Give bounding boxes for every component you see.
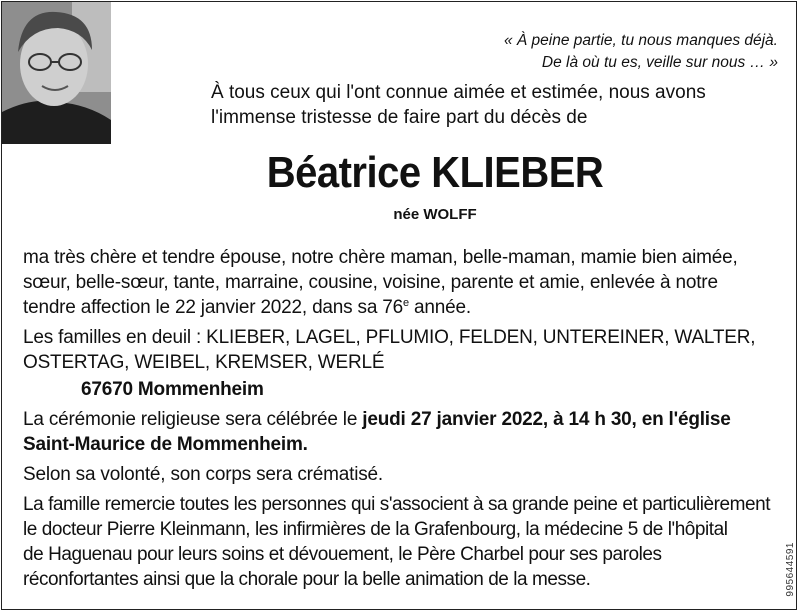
intro-line-2: l'immense tristesse de faire part du décès de bbox=[211, 107, 588, 128]
cremation-line: Selon sa volonté, son corps sera crématisé. bbox=[23, 464, 383, 485]
relationship-line-3 bbox=[23, 295, 783, 320]
epitaph-quote bbox=[504, 30, 778, 74]
quote-line-2: De là où tu es, veille sur nous … » bbox=[541, 54, 778, 71]
families-paragraph bbox=[23, 325, 783, 375]
reference-number: 995644591 bbox=[785, 542, 796, 597]
thanks-line-4: réconfortantes ainsi que la chorale pour la belle animation de la messe. bbox=[23, 569, 591, 590]
ceremony-line-1 bbox=[23, 407, 783, 432]
families-line-1: Les familles en deuil : KLIEBER, LAGEL, PFLUMIO, FELDEN, UNTEREINER, WALTER, bbox=[23, 327, 756, 348]
relationship-line-3-text: tendre affection le 22 janvier 2022, dans sa 76 bbox=[23, 297, 404, 318]
relationship-line-2: sœur, belle-sœur, tante, marraine, cousine, voisine, parente et amie, enlevée à notre bbox=[23, 272, 718, 293]
thanks-line-1: La famille remercie toutes les personnes qui s'associent à sa grande peine et particulièrement bbox=[23, 494, 771, 515]
relationship-line-3-end: année. bbox=[408, 297, 471, 318]
deceased-name: Béatrice KLIEBER bbox=[266, 149, 604, 197]
intro-line-1: À tous ceux qui l'ont connue aimée et estimée, nous avons bbox=[211, 82, 706, 103]
thanks-line-3: de Haguenau pour leurs soins et dévouement, le Père Charbel pour ses paroles bbox=[23, 544, 662, 565]
relationship-line-1: ma très chère et tendre épouse, notre chère maman, belle-maman, mamie bien aimée, bbox=[23, 247, 738, 268]
thanks-line-2: le docteur Pierre Kleinmann, les infirmières de la Grafenbourg, la médecine 5 de l'hôpital bbox=[23, 519, 728, 540]
ordinal-suffix: e bbox=[403, 297, 409, 309]
thanks-paragraph bbox=[23, 492, 783, 592]
portrait-photo bbox=[2, 2, 111, 144]
families-line-2: OSTERTAG, WEIBEL, KREMSER, WERLÉ bbox=[23, 352, 385, 373]
intro-text bbox=[211, 80, 706, 130]
cremation-paragraph bbox=[23, 462, 783, 487]
ceremony-date: jeudi 27 janvier 2022, à 14 h 30, en l'église bbox=[362, 409, 731, 430]
ceremony-church: Saint-Maurice de Mommenheim. bbox=[23, 434, 308, 455]
notice-body bbox=[23, 245, 783, 597]
relationship-paragraph bbox=[23, 245, 783, 320]
ceremony-prefix: La cérémonie religieuse sera célébrée le bbox=[23, 409, 363, 430]
quote-line-1: « À peine partie, tu nous manques déjà. bbox=[503, 32, 778, 49]
city-line: 67670 Mommenheim bbox=[81, 379, 264, 400]
ceremony-paragraph bbox=[23, 407, 783, 457]
maiden-name: née WOLFF bbox=[393, 206, 477, 223]
